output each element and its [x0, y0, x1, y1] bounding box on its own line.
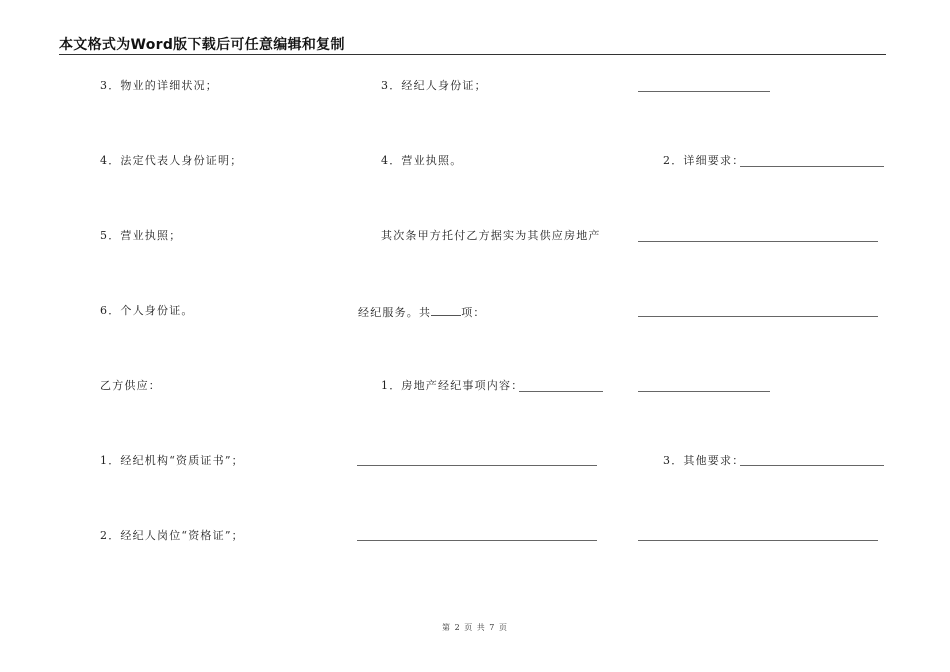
service-suffix: 项：: [461, 306, 486, 319]
col3-blank-line-4: [638, 391, 770, 392]
provide-heading: 乙方供应：: [100, 379, 161, 392]
provide-item1: 1．经纪机构“资质证书”；: [100, 454, 244, 467]
service-prefix: 经纪服务。共: [358, 306, 432, 319]
col3-blank-line-1: [638, 91, 770, 92]
col1-item3: 3．物业的详细状况；: [100, 79, 218, 92]
page-header: [59, 34, 886, 55]
entrust-clause: 其次条甲方托付乙方据实为其供应房地产: [381, 229, 601, 242]
content-item1: 1．房地产经纪事项内容：: [381, 379, 524, 392]
col3-blank-line-5: [638, 540, 878, 541]
col3-blank-line-3: [638, 316, 878, 317]
service-count-blank: [431, 304, 461, 316]
col2-blank-line-2: [357, 540, 597, 541]
col1-item4: 4．法定代表人身份证明；: [100, 154, 243, 167]
col2-item4: 4．营业执照。: [381, 154, 463, 167]
header-title: 本文格式为Word版下载后可任意编辑和复制: [59, 37, 345, 53]
req3-blank: [740, 465, 884, 466]
col3-blank-line-2: [638, 241, 878, 242]
service-count-line: [358, 304, 486, 320]
req3-label: 3．其他要求：: [663, 454, 745, 467]
col1-item5: 5．营业执照；: [100, 229, 182, 242]
page-number: 第 2 页 共 7 页: [442, 623, 508, 632]
content-item1-blank: [519, 391, 603, 392]
req2-blank: [740, 166, 884, 167]
req2-label: 2．详细要求：: [663, 154, 745, 167]
col1-item6: 6．个人身份证。: [100, 304, 194, 317]
col2-blank-line-1: [357, 465, 597, 466]
col2-item3: 3．经纪人身份证；: [381, 79, 487, 92]
provide-item2: 2．经纪人岗位“资格证”；: [100, 529, 244, 542]
